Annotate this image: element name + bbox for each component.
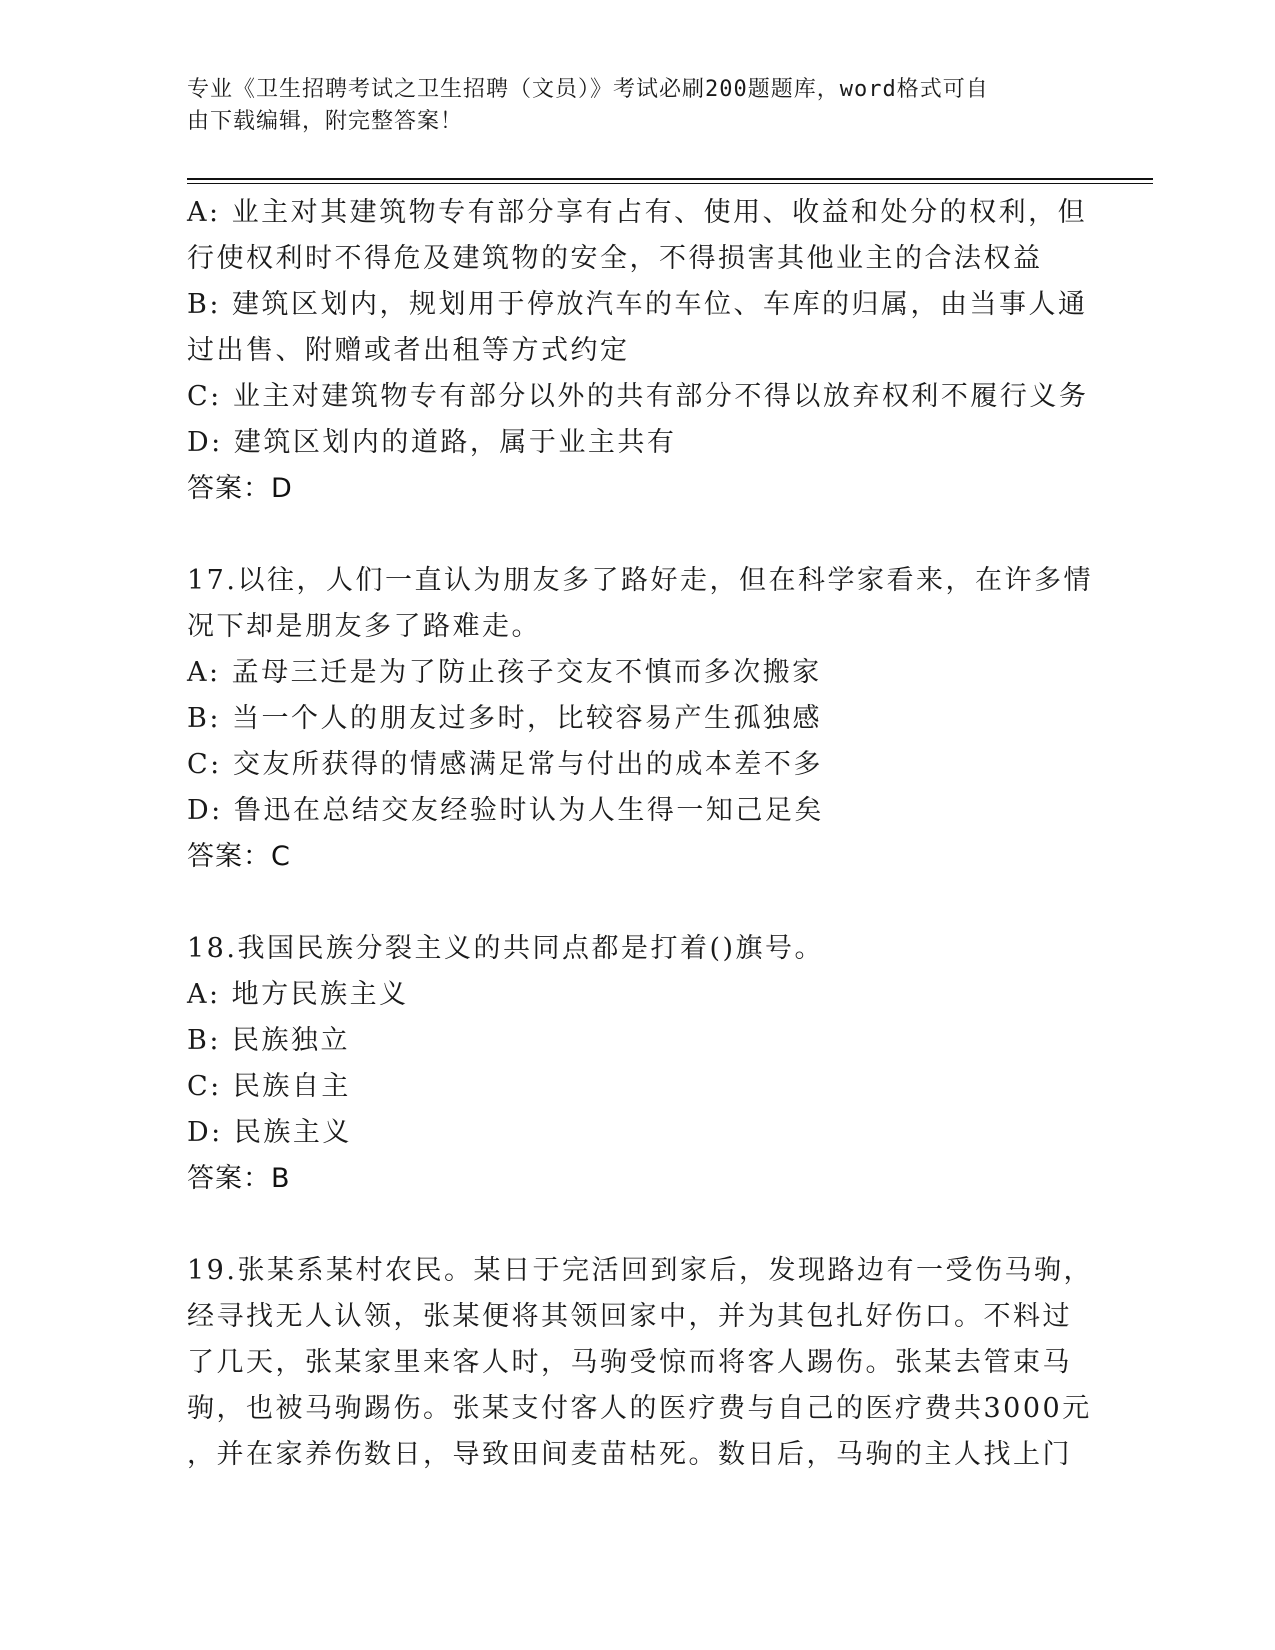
question-18 [187,926,1087,1202]
header-rule-thick [187,178,1153,180]
question-17 [187,558,1093,880]
question-stem-line-1: 17.以往，人们一直认为朋友多了路好走，但在科学家看来，在许多情 [187,565,1093,596]
header-line-1: 专业《卫生招聘考试之卫生招聘（文员）》考试必刷200题题库，word格式可自 [187,77,989,102]
option-b-line-1: B: 建筑区划内，规划用于停放汽车的车位、车库的归属，由当事人通 [187,289,1088,320]
option-c: C: 交友所获得的情感满足常与付出的成本差不多 [187,749,823,780]
question-stem-line-2: 况下却是朋友多了路难走。 [187,611,541,642]
option-b-line-2: 过出售、附赠或者出租等方式约定 [187,335,630,366]
header-line-2: 由下载编辑，附完整答案！ [187,109,464,134]
answer: 答案：B [187,1163,291,1194]
question-stem-line-5: ，并在家养伤数日，导致田间麦苗枯死。数日后，马驹的主人找上门 [187,1439,1072,1470]
question-16-continued [187,190,1087,512]
option-b: B: 民族独立 [187,1025,351,1056]
option-a: A: 地方民族主义 [187,979,409,1010]
option-d: D: 建筑区划内的道路，属于业主共有 [187,427,677,458]
header-rule-thin [187,183,1153,184]
option-c: C: 民族自主 [187,1071,351,1102]
question-stem-line-4: 驹，也被马驹踢伤。张某支付客人的医疗费与自己的医疗费共3000元 [187,1393,1092,1424]
question-stem-line-1: 18.我国民族分裂主义的共同点都是打着()旗号。 [187,933,825,964]
option-c: C: 业主对建筑物专有部分以外的共有部分不得以放弃权利不履行义务 [187,381,1089,412]
option-a-line-1: A: 业主对其建筑物专有部分享有占有、使用、收益和处分的权利，但 [187,197,1088,228]
document-header [187,74,1067,138]
question-stem-line-1: 19.张某系某村农民。某日于完活回到家后，发现路边有一受伤马驹， [187,1255,1093,1286]
option-d: D: 民族主义 [187,1117,352,1148]
option-d: D: 鲁迅在总结交友经验时认为人生得一知己足矣 [187,795,824,826]
question-stem-line-2: 经寻找无人认领，张某便将其领回家中，并为其包扎好伤口。不料过 [187,1301,1072,1332]
option-a: A: 孟母三迁是为了防止孩子交友不慎而多次搬家 [187,657,822,688]
option-a-line-2: 行使权利时不得危及建筑物的安全，不得损害其他业主的合法权益 [187,243,1043,274]
document-body [187,190,1093,1478]
option-b: B: 当一个人的朋友过多时，比较容易产生孤独感 [187,703,823,734]
answer: 答案：D [187,473,293,504]
question-19 [187,1248,1093,1478]
question-stem-line-3: 了几天，张某家里来客人时，马驹受惊而将客人踢伤。张某去管束马 [187,1347,1072,1378]
answer: 答案：C [187,841,291,872]
